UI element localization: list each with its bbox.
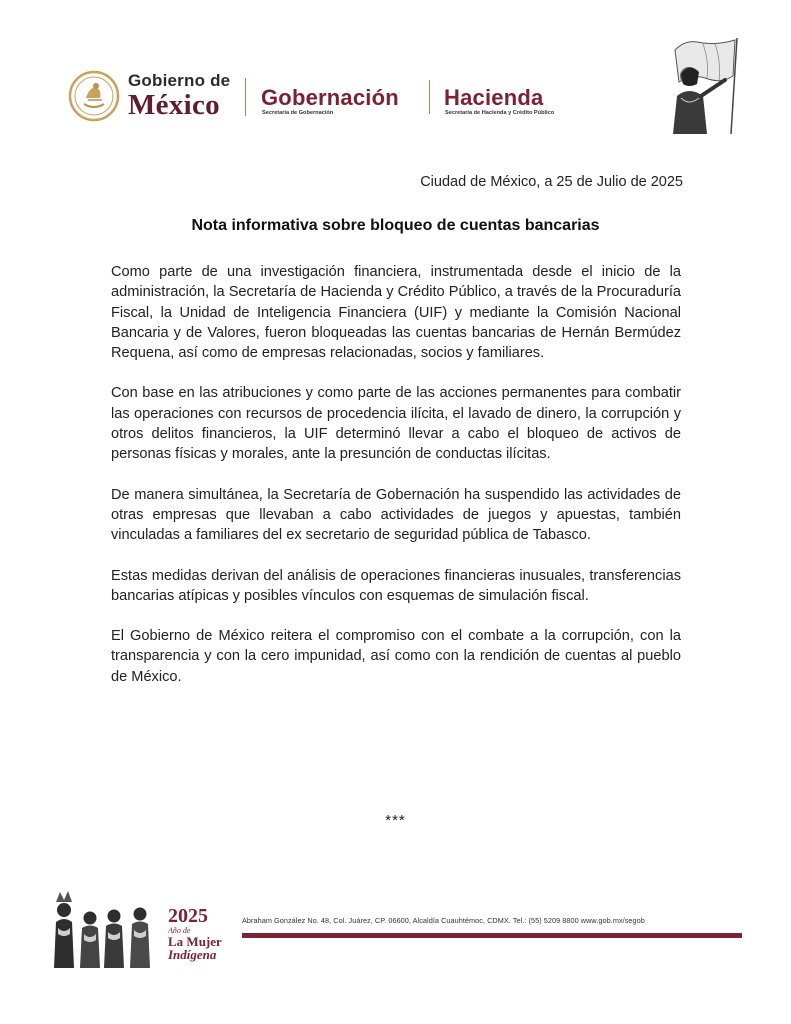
gobierno-de-mexico-logo [128, 72, 230, 120]
letterhead [0, 0, 791, 150]
year-of-indigenous-women-logo [168, 906, 238, 962]
body-paragraph-2: Con base en las atribuciones y como parte de las acciones permanentes para combatir las operaciones con recursos de procedencia ilícita, el lavado de dinero, la corrupción y otros delitos financieros, la UIF determinó llevar a cabo el bloqueo de activos de personas físicas y morales, ante la presunción de conductas ilícitas. [111, 385, 681, 463]
gobernacion-logo-subtitle: Secretaría de Gobernación [262, 110, 334, 116]
hacienda-logo-subtitle: Secretaría de Hacienda y Crédito Público [445, 110, 555, 116]
end-mark: *** [385, 812, 406, 829]
gobernacion-logo-name: Gobernación [261, 85, 399, 110]
national-seal-icon [68, 70, 120, 122]
page-footer [0, 880, 791, 980]
footer-address: Abraham González No. 48, Col. Juárez, CP. 06600, Alcaldía Cuauhtémoc, CDMX. Tel.: (55) 5209 8800 www.gob.mx/segob [242, 916, 645, 925]
body-paragraph-1: Como parte de una investigación financiera, instrumentada desde el inicio de la administración, la Secretaría de Hacienda y Crédito Público, a través de la Procuraduría Fiscal, la Unidad de Inteligencia Financiera (UIF) y mediante la Comisión Nacional Bancaria y de Valores, fueron bloqueadas las cuentas bancarias de Hernán Bermúdez Requena, así como de empresas relacionadas, socios y familiares. [111, 264, 681, 362]
body-paragraph-3: De manera simultánea, la Secretaría de Gobernación ha suspendido las actividades de otras empresas que llevaban a cabo actividades de juegos y apuestas, también vinculadas a familiares del ex secretario de seguridad pública de Tabasco. [111, 486, 681, 544]
footer-indigena: Indígena [168, 947, 217, 962]
document-body [111, 262, 681, 707]
footer-year: 2025 [168, 905, 208, 927]
body-paragraph-4: Estas medidas derivan del análisis de operaciones financieras inusuales, transferencias bancarias atípicas y posibles vínculos con esquemas de simulación fiscal. [111, 567, 681, 604]
document-title: Nota informativa sobre bloqueo de cuentas bancarias [191, 217, 600, 234]
gobierno-line-1: Gobierno de [128, 71, 231, 90]
gobierno-line-2: México [128, 89, 220, 121]
body-paragraph-5: El Gobierno de México reitera el compromiso con el combate a la corrupción, con la transparencia y con la cero impunidad, así como con la rendición de cuentas al pueblo de México. [111, 628, 681, 685]
flag-heroine-illustration [645, 36, 745, 136]
hacienda-logo-name: Hacienda [444, 85, 544, 110]
indigenous-women-illustration [46, 888, 166, 968]
logo-divider [429, 80, 430, 114]
document-date: Ciudad de México, a 25 de Julio de 2025 [420, 174, 683, 190]
footer-anio-de: Año de [168, 926, 191, 935]
footer-rule [242, 933, 742, 938]
footer-la-mujer: La Mujer [168, 934, 222, 949]
logo-divider [245, 78, 246, 116]
